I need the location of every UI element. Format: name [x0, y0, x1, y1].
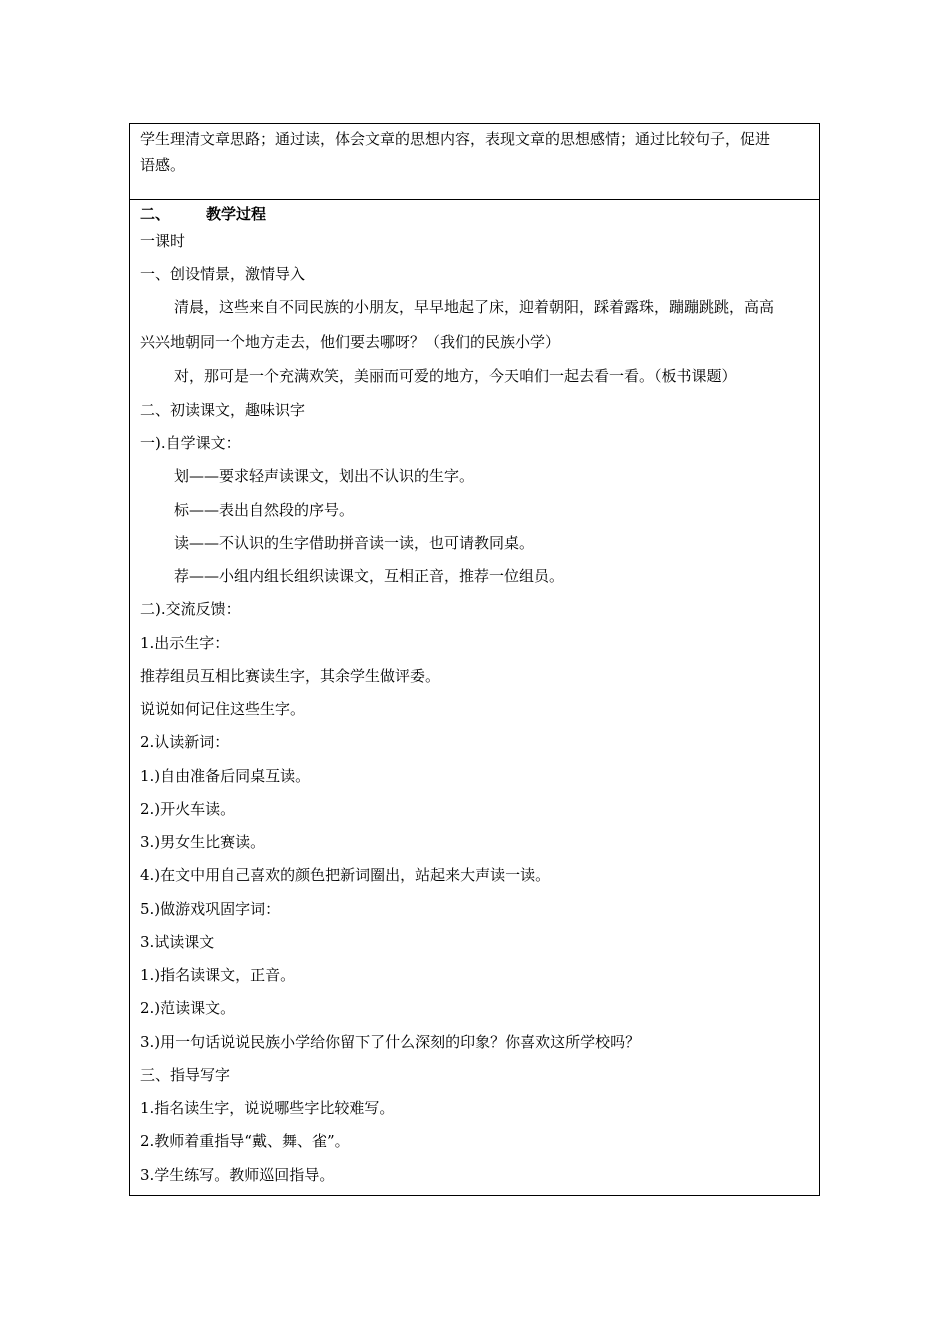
- text-line: 三、指导写字: [140, 1066, 231, 1084]
- text-line: 1.)指名读课文，正音。: [140, 966, 296, 984]
- objectives-cell: [130, 124, 819, 200]
- text-line: 荐——小组内组长组织读课文，互相正音，推荐一位组员。: [174, 567, 565, 585]
- text-line: 说说如何记住这些生字。: [140, 700, 306, 718]
- text-line: 2.认读新词：: [140, 733, 230, 751]
- text-line: 1.)自由准备后同桌互读。: [140, 767, 311, 785]
- section-title: 教学过程: [206, 205, 267, 223]
- text-line: 1.指名读生字，说说哪些字比较难写。: [140, 1099, 395, 1117]
- text-line: 二).交流反馈：: [140, 600, 241, 618]
- text-line: 4.)在文中用自己喜欢的颜色把新词圈出，站起来大声读一读。: [140, 866, 551, 884]
- text-line: 3.试读课文: [140, 933, 215, 951]
- section-heading: [140, 204, 266, 224]
- text-line: 2.)开火车读。: [140, 800, 236, 818]
- text-line: 3.)用一句话说说民族小学给你留下了什么深刻的印象？你喜欢这所学校吗？: [140, 1033, 641, 1051]
- text-line: 1.出示生字：: [140, 634, 230, 652]
- text-line: 推荐组员互相比赛读生字，其余学生做评委。: [140, 667, 441, 685]
- text-line: 清晨，这些来自不同民族的小朋友，早早地起了床，迎着朝阳，踩着露珠，蹦蹦跳跳，高高: [174, 298, 775, 316]
- text-line: 2.)范读课文。: [140, 999, 236, 1017]
- objectives-line-2: 语感。: [140, 156, 186, 174]
- text-line: 一、创设情景，激情导入: [140, 265, 306, 283]
- text-line: 划——要求轻声读课文，划出不认识的生字。: [174, 467, 475, 485]
- text-line: 一).自学课文：: [140, 434, 241, 452]
- text-line: 兴兴地朝同一个地方走去，他们要去哪呀？（我们的民族小学）: [140, 333, 561, 351]
- section-number: 二、: [140, 205, 171, 223]
- text-line: 一课时: [140, 232, 186, 250]
- text-line: 5.)做游戏巩固字词：: [140, 900, 281, 918]
- text-line: 对，那可是一个充满欢笑，美丽而可爱的地方，今天咱们一起去看一看。（板书课题）: [174, 367, 737, 385]
- text-line: 读——不认识的生字借助拼音读一读，也可请教同桌。: [174, 534, 535, 552]
- text-line: 标——表出自然段的序号。: [174, 501, 355, 519]
- objectives-line-1: 学生理清文章思路；通过读，体会文章的思想内容，表现文章的思想感情；通过比较句子，促进: [140, 130, 771, 148]
- text-line: 3.)男女生比赛读。: [140, 833, 266, 851]
- text-line: 2.教师着重指导“戴、舞、雀”。: [140, 1132, 350, 1150]
- text-line: 3.学生练写。教师巡回指导。: [140, 1166, 335, 1184]
- lesson-plan-table: [129, 123, 820, 1196]
- text-line: 二、初读课文，趣味识字: [140, 401, 306, 419]
